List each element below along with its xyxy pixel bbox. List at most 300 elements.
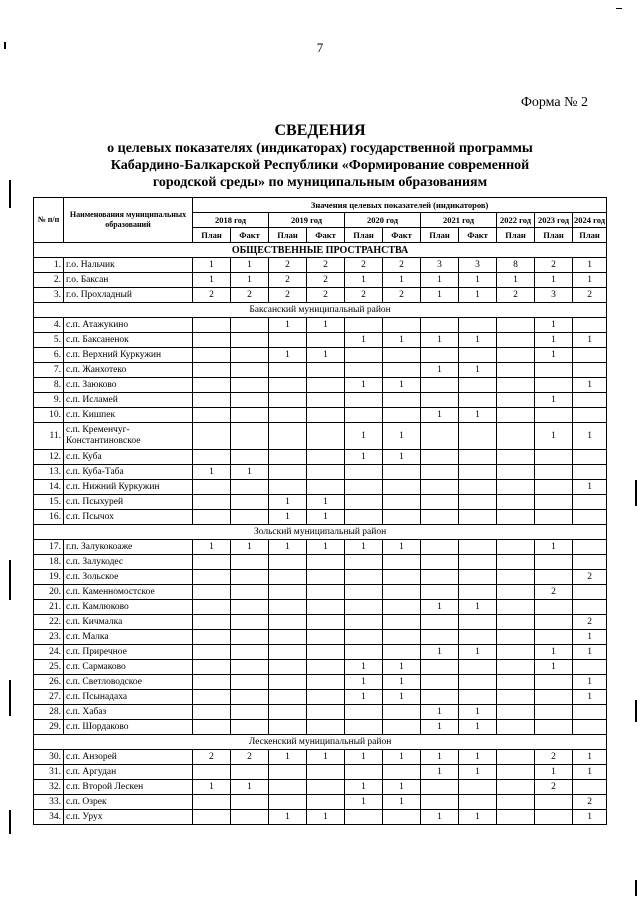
row-number: 2. [34, 273, 64, 288]
value-cell: 1 [345, 675, 383, 690]
value-cell: 1 [573, 378, 607, 393]
value-cell: 1 [345, 450, 383, 465]
value-cell [345, 600, 383, 615]
value-cell [269, 600, 307, 615]
value-cell [269, 408, 307, 423]
value-cell [535, 675, 573, 690]
value-cell [459, 378, 497, 393]
municipality-name: с.п. Верхний Куркужин [64, 348, 193, 363]
row-number: 3. [34, 288, 64, 303]
value-cell [345, 555, 383, 570]
value-cell [269, 780, 307, 795]
title-line-2: Кабардино-Балкарской Республики «Формирование современной [110, 158, 530, 173]
value-cell: 1 [573, 675, 607, 690]
value-cell [193, 318, 231, 333]
value-cell: 1 [231, 273, 269, 288]
value-cell: 2 [307, 288, 345, 303]
value-cell [269, 675, 307, 690]
header-year: 2024 год [573, 213, 607, 228]
value-cell [193, 480, 231, 495]
municipality-name: с.п. Жанхотеко [64, 363, 193, 378]
value-cell [497, 630, 535, 645]
value-cell [307, 465, 345, 480]
value-cell: 1 [459, 645, 497, 660]
value-cell: 2 [345, 258, 383, 273]
value-cell [573, 720, 607, 735]
table-row [34, 465, 607, 480]
value-cell [269, 450, 307, 465]
value-cell: 1 [383, 690, 421, 705]
value-cell: 1 [307, 318, 345, 333]
form-label: Форма № 2 [520, 95, 588, 110]
value-cell: 1 [459, 333, 497, 348]
municipality-name: с.п. Куба-Таба [64, 465, 193, 480]
value-cell [459, 675, 497, 690]
value-cell [573, 363, 607, 378]
value-cell [535, 480, 573, 495]
value-cell [383, 570, 421, 585]
table-row [34, 720, 607, 735]
value-cell [231, 675, 269, 690]
district-header [34, 735, 607, 750]
value-cell: 1 [421, 273, 459, 288]
value-cell [573, 348, 607, 363]
municipality-name: с.п. Заюково [64, 378, 193, 393]
value-cell [535, 408, 573, 423]
value-cell [497, 600, 535, 615]
value-cell: 1 [573, 273, 607, 288]
value-cell [345, 585, 383, 600]
municipality-name: с.п. Псычох [64, 510, 193, 525]
table-row [34, 363, 607, 378]
value-cell [231, 495, 269, 510]
header-name: Наименования муниципальных образований [64, 198, 193, 243]
table-row [34, 780, 607, 795]
row-number: 19. [34, 570, 64, 585]
value-cell [459, 450, 497, 465]
value-cell [573, 585, 607, 600]
value-cell [307, 408, 345, 423]
table-row [34, 540, 607, 555]
value-cell [269, 795, 307, 810]
row-number: 10. [34, 408, 64, 423]
value-cell: 1 [535, 765, 573, 780]
value-cell [459, 630, 497, 645]
value-cell [269, 333, 307, 348]
table-row [34, 450, 607, 465]
value-cell [193, 705, 231, 720]
value-cell [497, 480, 535, 495]
value-cell: 2 [193, 288, 231, 303]
row-number: 6. [34, 348, 64, 363]
value-cell [231, 348, 269, 363]
value-cell: 1 [383, 450, 421, 465]
value-cell [421, 795, 459, 810]
value-cell [231, 765, 269, 780]
value-cell [535, 378, 573, 393]
municipality-name: с.п. Малка [64, 630, 193, 645]
value-cell [421, 450, 459, 465]
value-cell [573, 510, 607, 525]
value-cell: 1 [421, 408, 459, 423]
value-cell [573, 465, 607, 480]
value-cell [307, 378, 345, 393]
value-cell: 2 [193, 750, 231, 765]
municipality-name: с.п. Кичмалка [64, 615, 193, 630]
value-cell [421, 615, 459, 630]
row-number: 27. [34, 690, 64, 705]
value-cell [497, 450, 535, 465]
value-cell: 1 [193, 273, 231, 288]
value-cell [345, 705, 383, 720]
value-cell: 2 [573, 570, 607, 585]
value-cell: 1 [421, 750, 459, 765]
value-cell: 1 [573, 690, 607, 705]
value-cell: 1 [193, 780, 231, 795]
value-cell [307, 705, 345, 720]
value-cell: 2 [345, 288, 383, 303]
value-cell [573, 450, 607, 465]
value-cell [307, 675, 345, 690]
value-cell [269, 465, 307, 480]
value-cell [269, 660, 307, 675]
row-number: 26. [34, 675, 64, 690]
value-cell: 1 [193, 465, 231, 480]
value-cell [459, 555, 497, 570]
value-cell: 1 [573, 423, 607, 450]
value-cell [383, 585, 421, 600]
value-cell [497, 675, 535, 690]
value-cell: 1 [535, 540, 573, 555]
row-number: 16. [34, 510, 64, 525]
value-cell [307, 795, 345, 810]
value-cell: 1 [269, 510, 307, 525]
row-number: 31. [34, 765, 64, 780]
value-cell [497, 393, 535, 408]
value-cell [231, 333, 269, 348]
value-cell: 2 [269, 273, 307, 288]
value-cell [535, 810, 573, 825]
value-cell [459, 570, 497, 585]
value-cell [307, 480, 345, 495]
value-cell [345, 465, 383, 480]
value-cell [459, 423, 497, 450]
municipality-name: с.п. Хабаз [64, 705, 193, 720]
value-cell [535, 495, 573, 510]
value-cell [497, 750, 535, 765]
value-cell [497, 423, 535, 450]
header-fact: Факт [231, 228, 269, 243]
value-cell [193, 720, 231, 735]
value-cell [231, 423, 269, 450]
value-cell [573, 540, 607, 555]
value-cell: 1 [573, 480, 607, 495]
value-cell: 1 [573, 258, 607, 273]
value-cell [231, 363, 269, 378]
value-cell: 1 [383, 378, 421, 393]
value-cell [535, 450, 573, 465]
value-cell [193, 393, 231, 408]
value-cell [231, 480, 269, 495]
value-cell: 1 [269, 750, 307, 765]
value-cell [421, 660, 459, 675]
value-cell [193, 555, 231, 570]
value-cell [345, 495, 383, 510]
district-header [34, 303, 607, 318]
value-cell [497, 465, 535, 480]
value-cell: 3 [459, 258, 497, 273]
municipality-name: с.п. Залукодес [64, 555, 193, 570]
scan-mark [9, 810, 11, 834]
value-cell [193, 765, 231, 780]
title-line-1: о целевых показателях (индикаторах) государственной программы [107, 141, 533, 156]
value-cell [269, 630, 307, 645]
value-cell [345, 393, 383, 408]
value-cell [497, 318, 535, 333]
value-cell [383, 630, 421, 645]
municipality-name: с.п. Урух [64, 810, 193, 825]
row-number: 11. [34, 423, 64, 450]
value-cell: 1 [421, 600, 459, 615]
municipality-name: с.п. Кишпек [64, 408, 193, 423]
value-cell [269, 765, 307, 780]
value-cell [269, 393, 307, 408]
header-num: № п/п [34, 198, 64, 243]
value-cell: 1 [573, 750, 607, 765]
value-cell [269, 378, 307, 393]
value-cell [497, 645, 535, 660]
value-cell [193, 600, 231, 615]
value-cell: 1 [269, 348, 307, 363]
value-cell [497, 615, 535, 630]
value-cell [383, 810, 421, 825]
municipality-name: с.п. Аргудан [64, 765, 193, 780]
value-cell [193, 378, 231, 393]
value-cell [383, 645, 421, 660]
value-cell: 2 [535, 750, 573, 765]
value-cell: 1 [421, 288, 459, 303]
value-cell [573, 660, 607, 675]
value-cell [345, 630, 383, 645]
municipality-name: г.о. Нальчик [64, 258, 193, 273]
value-cell: 1 [193, 258, 231, 273]
table-row [34, 615, 607, 630]
value-cell [231, 555, 269, 570]
municipality-name: с.п. Шордаково [64, 720, 193, 735]
value-cell: 2 [231, 288, 269, 303]
value-cell [231, 600, 269, 615]
value-cell [269, 555, 307, 570]
header-plan: План [269, 228, 307, 243]
table-row [34, 318, 607, 333]
value-cell [459, 510, 497, 525]
value-cell: 1 [383, 660, 421, 675]
row-number: 7. [34, 363, 64, 378]
row-number: 5. [34, 333, 64, 348]
value-cell [459, 780, 497, 795]
value-cell [497, 720, 535, 735]
value-cell: 1 [535, 318, 573, 333]
value-cell [193, 450, 231, 465]
value-cell [307, 690, 345, 705]
table-row [34, 480, 607, 495]
value-cell [231, 690, 269, 705]
value-cell: 1 [345, 540, 383, 555]
value-cell: 1 [573, 765, 607, 780]
scan-mark [635, 480, 637, 506]
value-cell: 1 [459, 363, 497, 378]
value-cell: 1 [345, 423, 383, 450]
value-cell [193, 348, 231, 363]
value-cell [345, 510, 383, 525]
value-cell [497, 348, 535, 363]
header-year: 2022 год [497, 213, 535, 228]
value-cell [345, 765, 383, 780]
title-line-3: городской среды» по муниципальным образованиям [152, 175, 488, 190]
scan-mark [9, 680, 11, 716]
table-row [34, 585, 607, 600]
value-cell [421, 570, 459, 585]
value-cell [497, 540, 535, 555]
table-row [34, 750, 607, 765]
value-cell [497, 810, 535, 825]
value-cell: 1 [573, 810, 607, 825]
value-cell [421, 675, 459, 690]
row-number: 9. [34, 393, 64, 408]
value-cell [421, 555, 459, 570]
row-number: 32. [34, 780, 64, 795]
value-cell [535, 630, 573, 645]
district-header-label: Лескенский муниципальный район [34, 735, 607, 750]
header-year: 2019 год [269, 213, 345, 228]
district-header-label: Зольский муниципальный район [34, 525, 607, 540]
value-cell [193, 585, 231, 600]
value-cell [421, 780, 459, 795]
value-cell [535, 465, 573, 480]
header-plan: План [573, 228, 607, 243]
value-cell [497, 585, 535, 600]
municipality-name: с.п. Атажукино [64, 318, 193, 333]
municipality-name: с.п. Светловодское [64, 675, 193, 690]
table-row [34, 393, 607, 408]
row-number: 33. [34, 795, 64, 810]
value-cell: 1 [459, 750, 497, 765]
municipality-name: с.п. Кременчуг-Константиновское [64, 423, 193, 450]
value-cell: 2 [383, 258, 421, 273]
value-cell: 1 [231, 465, 269, 480]
value-cell [459, 318, 497, 333]
value-cell [193, 630, 231, 645]
value-cell: 1 [383, 540, 421, 555]
value-cell: 1 [459, 765, 497, 780]
value-cell [231, 408, 269, 423]
value-cell: 2 [573, 288, 607, 303]
value-cell [231, 705, 269, 720]
value-cell: 1 [383, 333, 421, 348]
value-cell [307, 423, 345, 450]
value-cell [459, 495, 497, 510]
municipality-name: г.п. Залукокоаже [64, 540, 193, 555]
header-fact: Факт [383, 228, 421, 243]
value-cell: 1 [421, 810, 459, 825]
value-cell [497, 495, 535, 510]
value-cell [193, 660, 231, 675]
value-cell: 1 [345, 333, 383, 348]
value-cell: 2 [269, 288, 307, 303]
municipality-name: с.п. Анзорей [64, 750, 193, 765]
value-cell [459, 660, 497, 675]
value-cell: 1 [269, 318, 307, 333]
table-row [34, 660, 607, 675]
municipality-name: с.п. Камлюково [64, 600, 193, 615]
value-cell [459, 480, 497, 495]
value-cell [459, 540, 497, 555]
value-cell: 1 [383, 780, 421, 795]
value-cell [269, 570, 307, 585]
table-row [34, 333, 607, 348]
value-cell [345, 318, 383, 333]
value-cell [459, 465, 497, 480]
municipality-name: с.п. Псынадаха [64, 690, 193, 705]
value-cell: 1 [307, 510, 345, 525]
value-cell: 1 [421, 645, 459, 660]
value-cell: 1 [535, 273, 573, 288]
value-cell [497, 660, 535, 675]
value-cell [383, 465, 421, 480]
value-cell [193, 510, 231, 525]
value-cell [497, 795, 535, 810]
value-cell: 1 [383, 750, 421, 765]
value-cell [421, 378, 459, 393]
scan-mark [9, 560, 11, 600]
value-cell: 1 [573, 630, 607, 645]
value-cell [269, 585, 307, 600]
value-cell [459, 348, 497, 363]
value-cell [345, 408, 383, 423]
value-cell [421, 495, 459, 510]
row-number: 17. [34, 540, 64, 555]
value-cell: 2 [573, 795, 607, 810]
value-cell [193, 363, 231, 378]
value-cell: 1 [345, 273, 383, 288]
row-number: 12. [34, 450, 64, 465]
value-cell [231, 645, 269, 660]
value-cell [345, 720, 383, 735]
value-cell [535, 795, 573, 810]
municipality-name: г.о. Прохладный [64, 288, 193, 303]
value-cell [383, 510, 421, 525]
value-cell [269, 720, 307, 735]
value-cell [193, 570, 231, 585]
value-cell [573, 600, 607, 615]
section-header-label: ОБЩЕСТВЕННЫЕ ПРОСТРАНСТВА [34, 243, 607, 258]
value-cell [269, 480, 307, 495]
value-cell: 2 [307, 258, 345, 273]
value-cell [193, 795, 231, 810]
value-cell [307, 645, 345, 660]
value-cell: 1 [497, 273, 535, 288]
value-cell [307, 570, 345, 585]
value-cell [231, 795, 269, 810]
value-cell [231, 810, 269, 825]
row-number: 1. [34, 258, 64, 273]
scan-mark [4, 42, 6, 49]
value-cell [307, 780, 345, 795]
value-cell [497, 765, 535, 780]
value-cell [497, 690, 535, 705]
value-cell [193, 423, 231, 450]
value-cell: 1 [421, 333, 459, 348]
